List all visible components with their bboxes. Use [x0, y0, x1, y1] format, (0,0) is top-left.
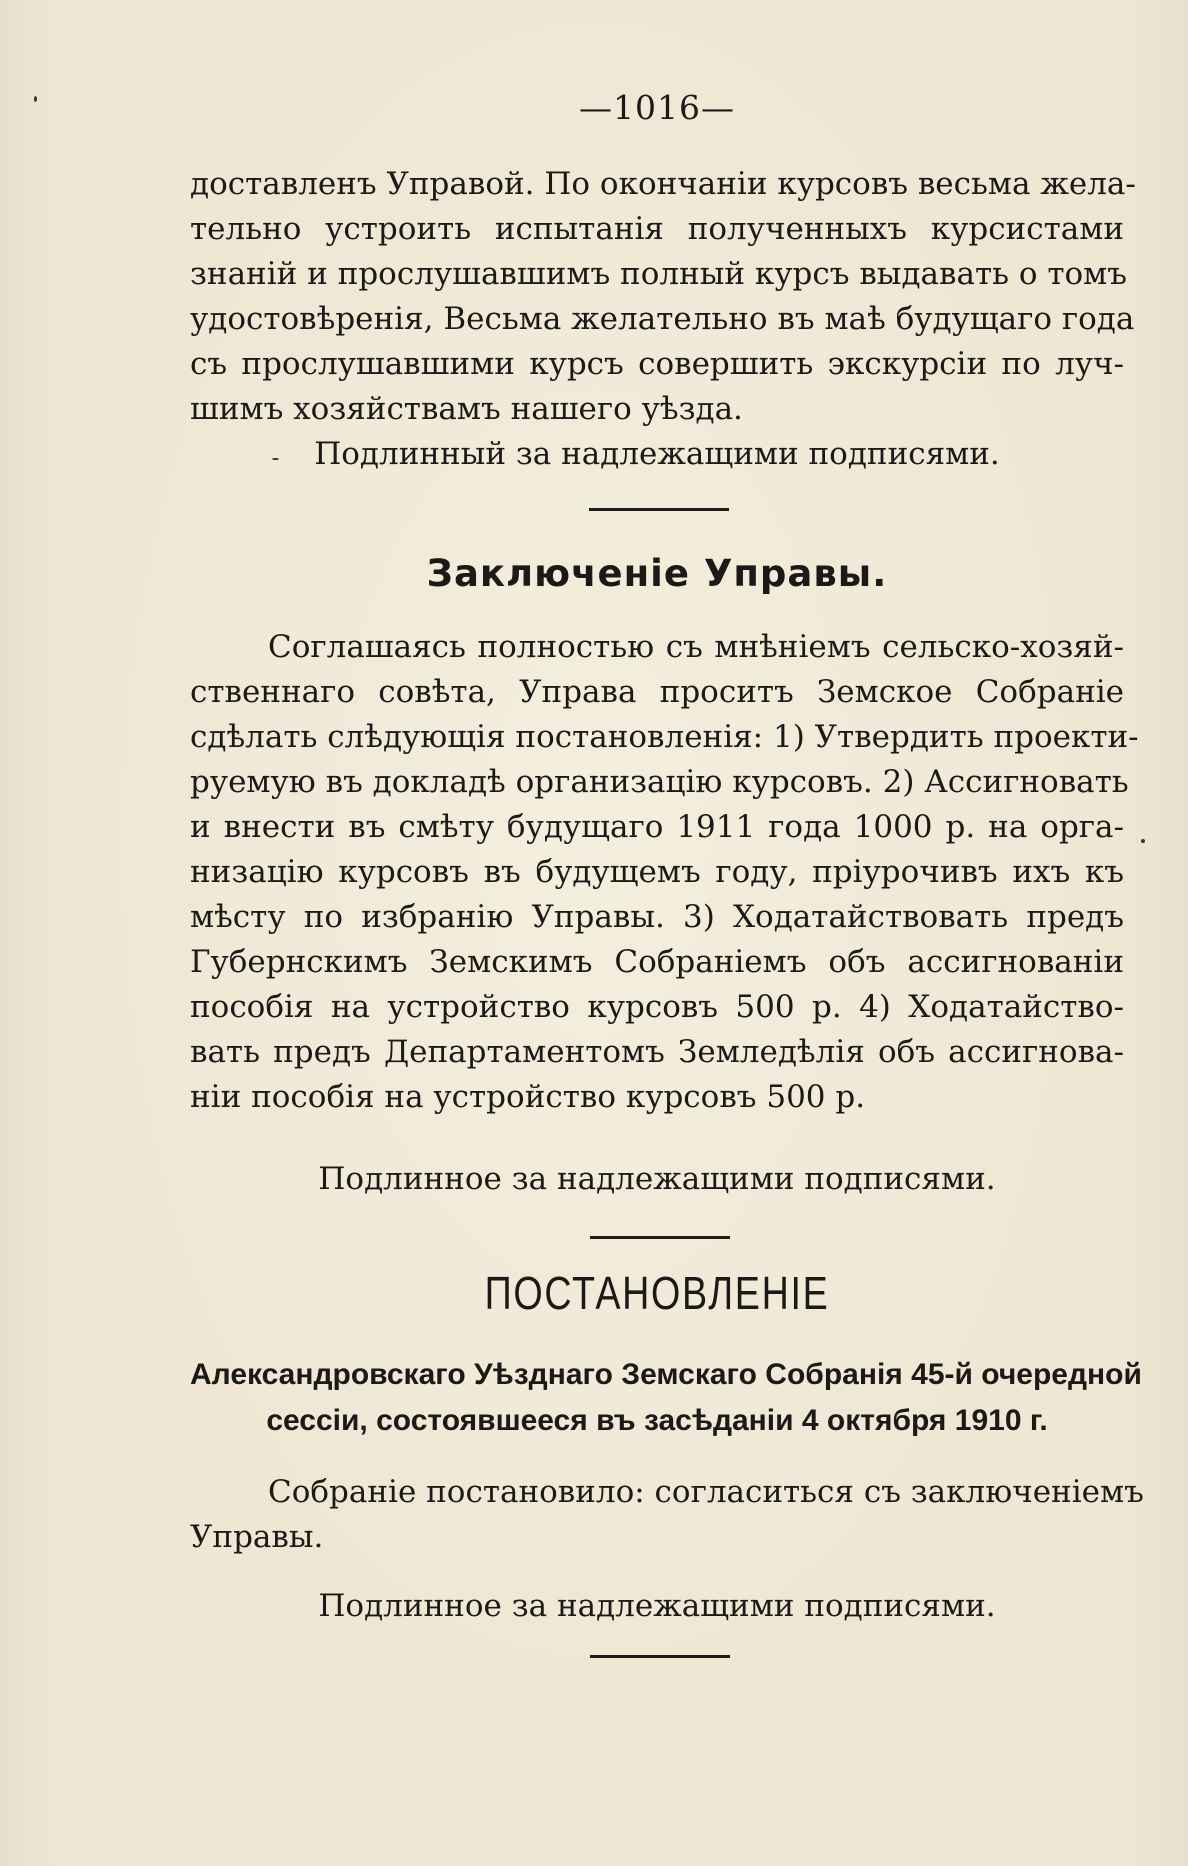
resolution-line: Управы. [190, 1519, 324, 1555]
conclusion-line: сдѣлать слѣдующiя постановленiя: 1) Утвердить проекти- [190, 719, 1139, 755]
conclusion-line: Губернскимъ Земскимъ Собранiемъ объ ассигнованiи [190, 944, 1124, 980]
intro-line: удостовѣренiя, Весьма желательно въ маѣ будущаго года [190, 301, 1135, 337]
intro-paragraph [190, 162, 1136, 432]
conclusion-line: мѣсту по избранiю Управы. 3) Ходатайствовать предъ [190, 899, 1124, 935]
intro-signature: Подлинный за надлежащими подписями. [314, 436, 1000, 472]
conclusion-paragraph [190, 625, 1139, 1120]
conclusion-line: вать предъ Департаментомъ Земледѣлiя объ ассигнова- [190, 1034, 1124, 1070]
resolution-signature: Подлинное за надлежащими подписями. [318, 1588, 996, 1624]
conclusion-signature: Подлинное за надлежащими подписями. [318, 1161, 996, 1197]
subheading-line: сессiи, состоявшееся въ засѣданiи 4 октября 1910 г. [266, 1404, 1048, 1437]
intro-line: съ прослушавшими курсъ совершить экскурсiи по луч- [190, 346, 1124, 382]
subheading-line: Александровскаго Уѣзднаго Земскаго Собранiя 45-й очередной [190, 1358, 1142, 1391]
resolution-line: Собранiе постановило: согласиться съ заключенiемъ [268, 1474, 1144, 1510]
resolution-heading: ПОСТАНОВЛЕНIЕ [484, 1267, 830, 1319]
conclusion-line: нiи пособiя на устройство курсовъ 500 р. [190, 1079, 866, 1115]
scan-speck [1141, 839, 1145, 843]
divider-rule [590, 1236, 730, 1239]
conclusion-heading: Заключенiе Управы. [426, 552, 888, 595]
scan-speck [272, 458, 279, 460]
intro-line: знанiй и прослушавшимъ полный курсъ выдавать о томъ [190, 256, 1127, 292]
resolution-subheading [190, 1352, 1142, 1444]
scan-speck [34, 96, 37, 102]
intro-line: тельно устроить испытанiя полученныхъ курсистами [190, 211, 1124, 247]
intro-line: доставленъ Управой. По окончанiи курсовъ весьма жела- [190, 166, 1136, 202]
divider-rule [590, 1655, 730, 1658]
conclusion-line: и внести въ смѣту будущаго 1911 года 1000 р. на орга- [190, 809, 1124, 845]
conclusion-line: ственнаго совѣта, Управа проситъ Земское Собранiе [190, 674, 1124, 710]
conclusion-line: пособiя на устройство курсовъ 500 р. 4) Ходатайство- [190, 989, 1124, 1025]
intro-line: шимъ хозяйствамъ нашего уѣзда. [190, 391, 743, 427]
divider-rule [589, 508, 729, 511]
page-number: —1016— [579, 88, 735, 127]
conclusion-line: Соглашаясь полностью съ мнѣнiемъ сельско-хозяй- [268, 629, 1124, 665]
conclusion-line: низацiю курсовъ въ будущемъ году, прiурочивъ ихъ къ [190, 854, 1124, 890]
resolution-paragraph [190, 1470, 1144, 1560]
conclusion-line: руемую въ докладѣ организацiю курсовъ. 2) Ассигновать [190, 764, 1129, 800]
